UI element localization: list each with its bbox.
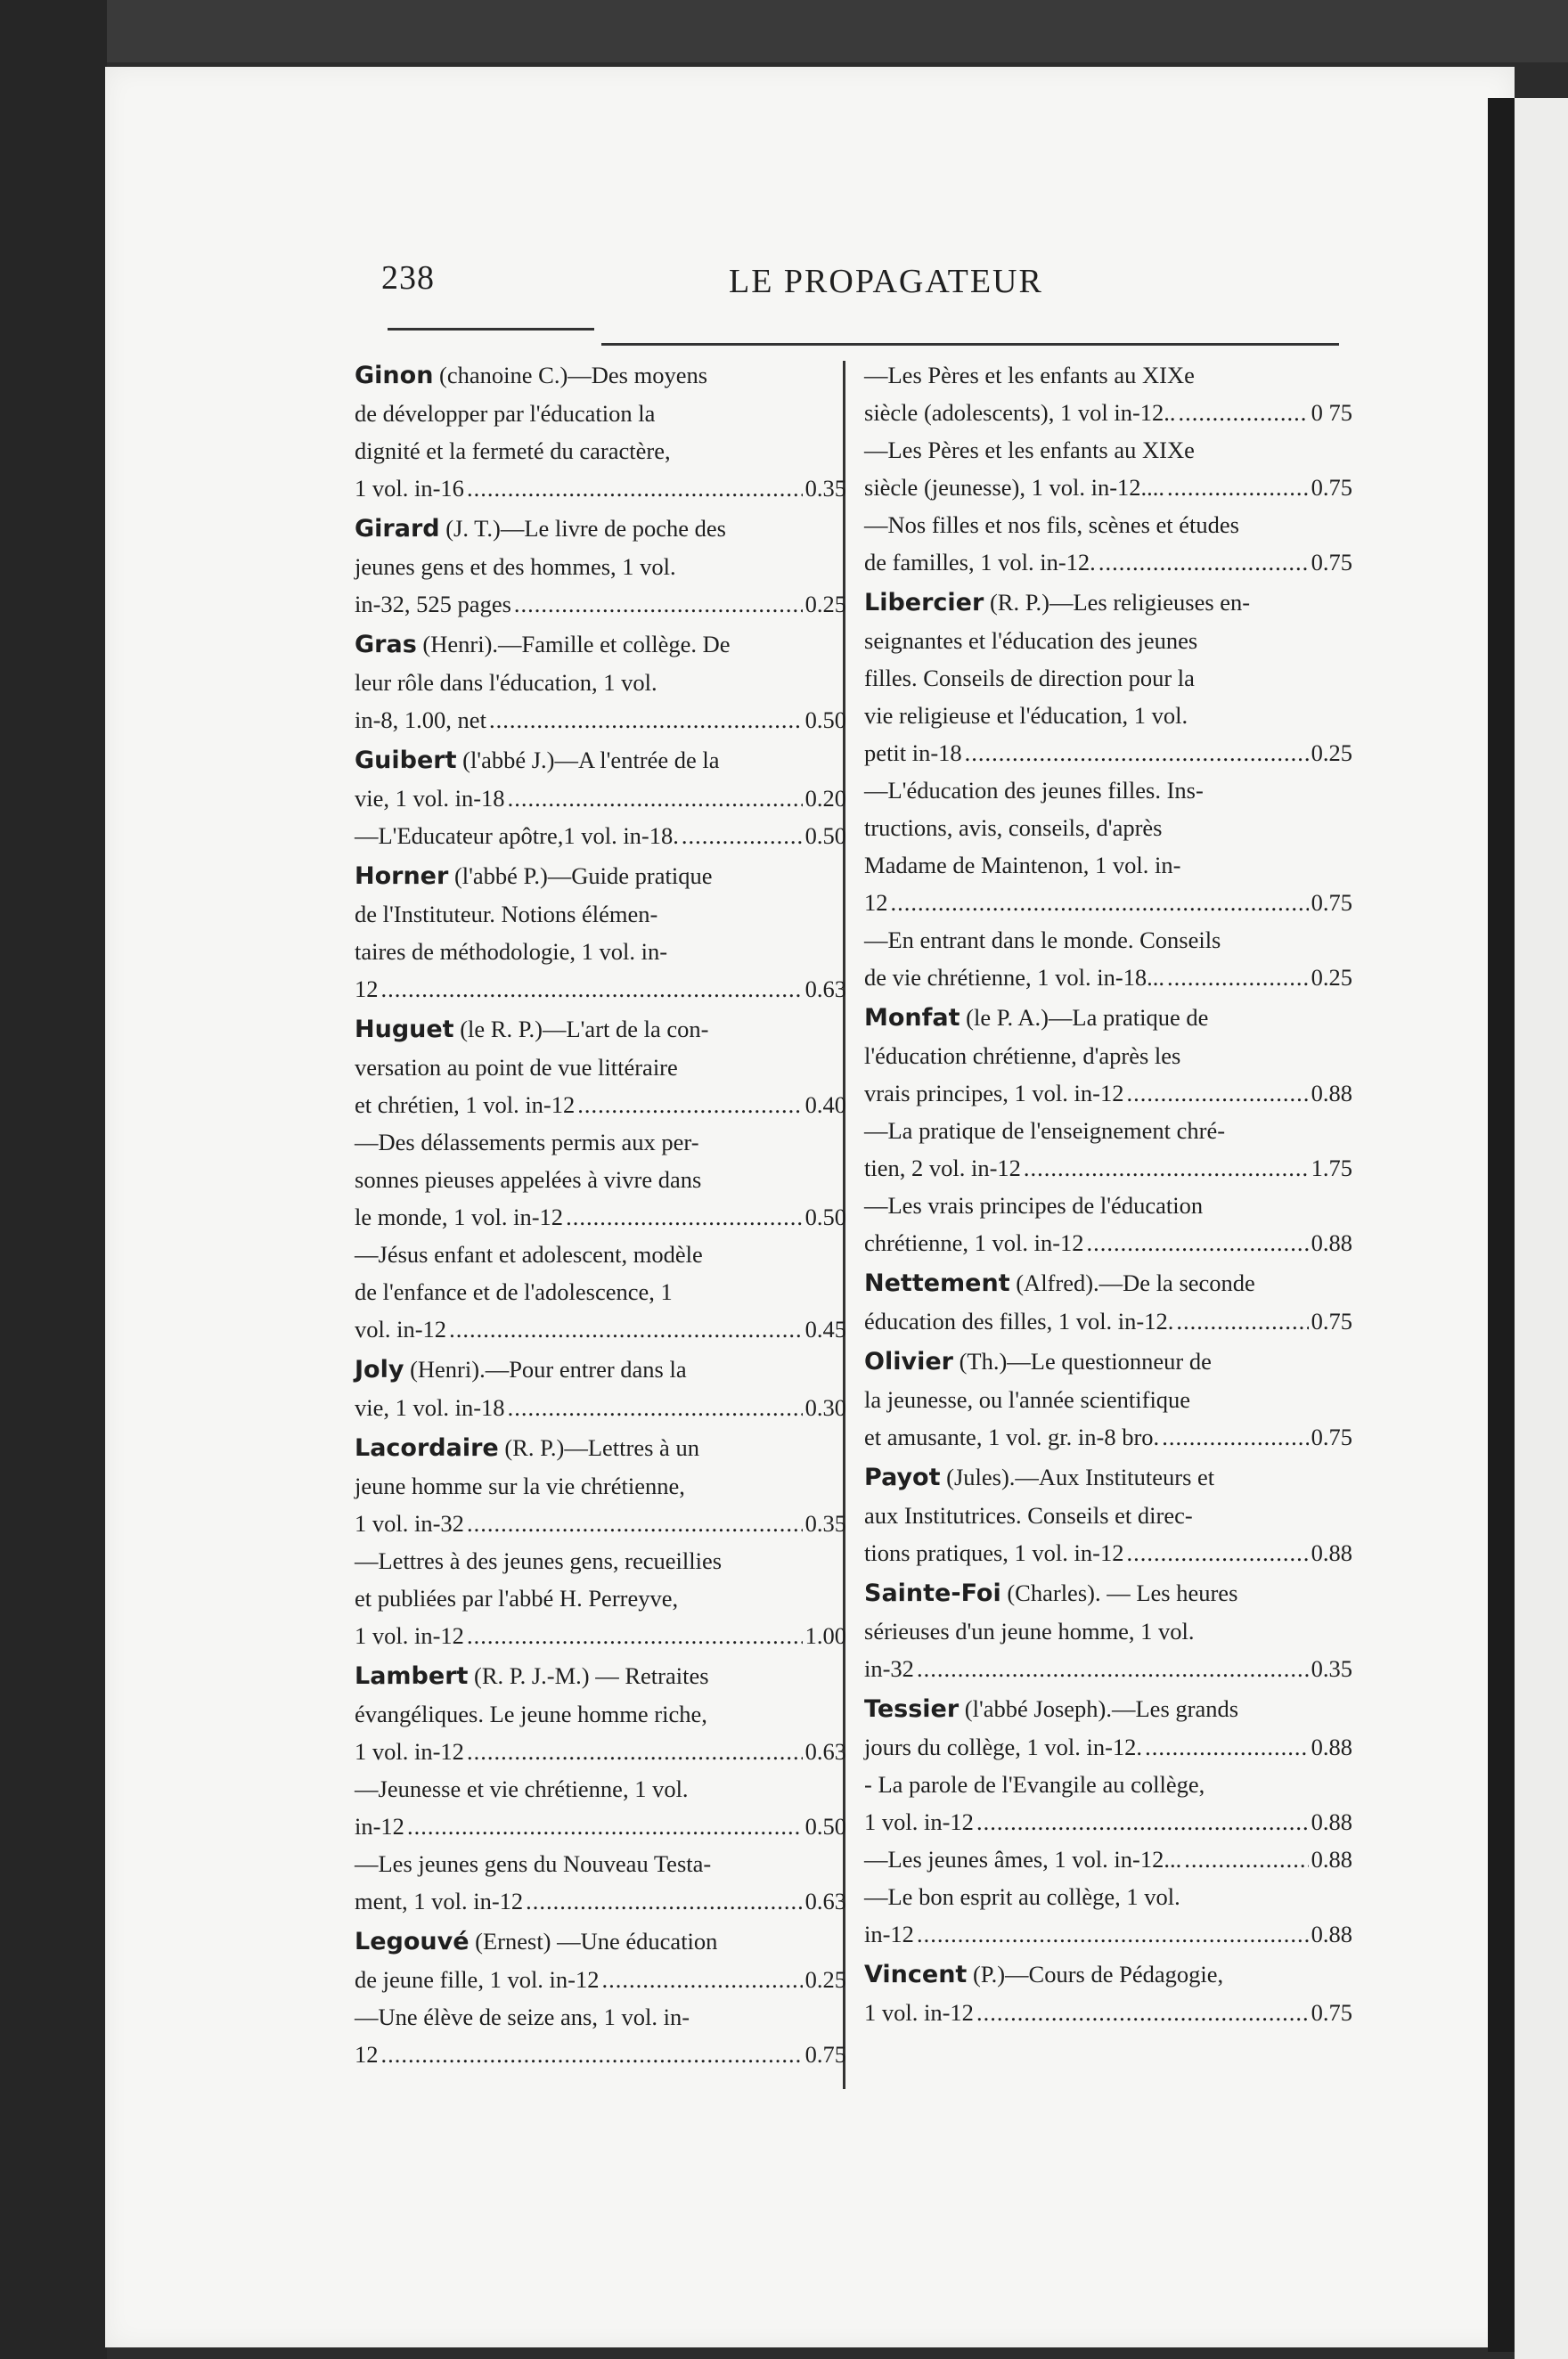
header-rule-left <box>388 328 594 331</box>
entry-final-line: de jeune fille, 1 vol. in-12 <box>355 1966 600 1993</box>
entry-final-line: —Les jeunes âmes, 1 vol. in-12... <box>864 1846 1182 1873</box>
entry-final-line: chrétienne, 1 vol. in-12 <box>864 1229 1084 1256</box>
entry-line <box>355 664 846 701</box>
entry-text: —Les Pères et les enfants au XIXe <box>864 362 1195 388</box>
entry-final-line: vie, 1 vol. in-18 <box>355 785 505 812</box>
facing-page-edge <box>1488 98 1515 2352</box>
author-name: Girard <box>355 515 440 543</box>
entry-line <box>864 1612 1352 1650</box>
dot-leader <box>526 1882 802 1920</box>
price: 0.50 <box>804 1204 846 1230</box>
entry-text: seignantes et l'éducation des jeunes <box>864 627 1198 654</box>
dot-leader <box>508 780 803 817</box>
entry-line: sonnes pieuses appelées à vivre dans <box>355 1166 702 1193</box>
bibliography-entry <box>355 1922 846 2073</box>
author-name: Huguet <box>355 1016 454 1043</box>
price: 0.63 <box>804 1738 846 1765</box>
dot-leader <box>1167 959 1309 996</box>
price: 0.88 <box>1311 1229 1352 1256</box>
author-name: Legouvé <box>355 1928 470 1955</box>
author-name: Monfat <box>864 1004 960 1032</box>
entry-line <box>355 741 846 780</box>
bibliography-entry <box>355 356 846 507</box>
entry-final-line: in-32 <box>864 1655 914 1682</box>
dot-leader <box>1098 543 1309 581</box>
additional-work <box>864 431 1352 506</box>
additional-work <box>355 1845 846 1920</box>
entry-text: dignité et la fermeté du caractère, <box>355 437 671 464</box>
entry-text: leur rôle dans l'éducation, 1 vol. <box>355 669 657 696</box>
entry-line <box>864 1037 1352 1074</box>
price-line <box>864 884 1352 921</box>
additional-work <box>864 1878 1352 1953</box>
page-title: LE PROPAGATEUR <box>729 263 1043 300</box>
price-line <box>864 1149 1352 1187</box>
entry-line: —La pratique de l'enseignement chré- <box>864 1117 1226 1144</box>
price-line <box>355 817 846 854</box>
additional-work <box>355 1236 846 1348</box>
price: 1.00 <box>804 1622 846 1649</box>
price-line <box>355 1882 846 1920</box>
entry-line <box>864 659 1352 697</box>
entry-final-line: 1 vol. in-32 <box>355 1510 464 1537</box>
dot-leader <box>449 1310 803 1348</box>
entry-text: versation au point de vue littéraire <box>355 1054 678 1081</box>
entry-text: (R. P. J.-M.) — Retraites <box>474 1662 709 1689</box>
price: 0.35 <box>804 475 846 502</box>
price-line <box>864 1803 1352 1841</box>
bibliography-entry <box>864 1343 1352 1456</box>
entry-final-line: 1 vol. in-12 <box>864 1808 974 1835</box>
price: 0.63 <box>804 975 846 1002</box>
price: 0.45 <box>804 1316 846 1343</box>
author-name: Payot <box>864 1464 941 1491</box>
price-line <box>355 1505 846 1542</box>
additional-work <box>355 1542 846 1654</box>
scan-background-top <box>0 0 1568 62</box>
entry-line <box>355 933 846 970</box>
entry-line <box>355 548 846 585</box>
bibliography-entry <box>864 1690 1352 1953</box>
price-line <box>864 1534 1352 1571</box>
dot-leader <box>381 2036 803 2073</box>
entry-final-line: 12 <box>355 975 379 1002</box>
price-line <box>355 1961 846 1998</box>
entry-line: —Jésus enfant et adolescent, modèle <box>355 1241 703 1268</box>
dot-leader <box>467 1617 803 1654</box>
price-line <box>864 1224 1352 1261</box>
entry-final-line: de familles, 1 vol. in-12. <box>864 549 1096 575</box>
entry-line: Madame de Maintenon, 1 vol. in- <box>864 852 1181 878</box>
entry-line: tructions, avis, conseils, d'après <box>864 814 1163 841</box>
price: 0.88 <box>1311 1734 1352 1760</box>
entry-line <box>355 1922 846 1961</box>
bibliography-entry <box>355 1429 846 1654</box>
price: 0.88 <box>1311 1921 1352 1947</box>
bibliography-entry <box>355 857 846 1008</box>
entry-final-line: in-12 <box>864 1921 914 1947</box>
price: 0.35 <box>1311 1655 1352 1682</box>
price-line <box>355 1198 846 1236</box>
entry-final-line: 1 vol. in-12 <box>355 1622 464 1649</box>
price-line <box>864 1418 1352 1456</box>
price-line <box>355 469 846 507</box>
entry-line <box>355 1695 846 1733</box>
entry-text: taires de méthodologie, 1 vol. in- <box>355 938 668 965</box>
price: 0.50 <box>804 822 846 849</box>
entry-text: (R. P.)—Les religieuses en- <box>989 589 1251 616</box>
entry-line <box>355 356 846 395</box>
entry-text: (le P. A.)—La pratique de <box>966 1004 1209 1031</box>
price: 0.75 <box>1311 474 1352 501</box>
entry-text: (J. T.)—Le livre de poche des <box>445 515 726 542</box>
entry-final-line: jours du collège, 1 vol. in-12. <box>864 1734 1143 1760</box>
entry-final-line: 1 vol. in-16 <box>355 475 464 502</box>
dot-leader <box>1024 1149 1309 1187</box>
entry-text: jeunes gens et des hommes, 1 vol. <box>355 553 676 580</box>
price: 0.75 <box>1311 1308 1352 1335</box>
dot-leader <box>917 1915 1309 1953</box>
entry-text: de l'Instituteur. Notions élémen- <box>355 901 658 927</box>
dot-leader <box>489 701 803 739</box>
header-rule-right <box>601 343 1339 346</box>
entry-final-line: siècle (adolescents), 1 vol in-12.. <box>864 399 1176 426</box>
dot-leader <box>1087 1224 1309 1261</box>
entry-final-line: et chrétien, 1 vol. in-12 <box>355 1091 576 1118</box>
entry-text: la jeunesse, ou l'année scientifique <box>864 1386 1191 1413</box>
entry-line <box>355 857 846 895</box>
author-name: Nettement <box>864 1269 1010 1297</box>
entry-line: —Nos filles et nos fils, scènes et études <box>864 511 1239 538</box>
entry-line: —Lettres à des jeunes gens, recueillies <box>355 1547 723 1574</box>
entry-final-line: siècle (jeunesse), 1 vol. in-12.... <box>864 474 1165 501</box>
dot-leader <box>467 1733 803 1770</box>
entry-text: (l'abbé Joseph).—Les grands <box>964 1695 1239 1722</box>
entry-line <box>864 584 1352 622</box>
entry-line <box>864 1381 1352 1418</box>
author-name: Sainte-Foi <box>864 1579 1001 1607</box>
entry-line <box>355 432 846 469</box>
entry-final-line: in-12 <box>355 1813 404 1840</box>
bibliography-entry <box>355 510 846 623</box>
dot-leader <box>682 817 803 854</box>
price: 0.40 <box>804 1091 846 1118</box>
dot-leader <box>891 884 1309 921</box>
entry-text: (Henri).—Pour entrer dans la <box>410 1356 687 1383</box>
price-line <box>864 1728 1352 1766</box>
entry-text: (l'abbé J.)—A l'entrée de la <box>462 747 720 773</box>
dot-leader <box>1184 1841 1308 1878</box>
entry-final-line: 1 vol. in-12 <box>864 1999 974 2026</box>
dot-leader <box>976 1803 1309 1841</box>
additional-work <box>864 921 1352 996</box>
entry-line <box>864 1264 1352 1302</box>
price: 0.88 <box>1311 1808 1352 1835</box>
entry-final-line: vie, 1 vol. in-18 <box>355 1394 505 1421</box>
entry-line <box>864 356 1352 394</box>
entry-text: (le R. P.)—L'art de la con- <box>460 1016 709 1042</box>
price-line <box>864 1650 1352 1687</box>
entry-line <box>355 625 846 664</box>
entry-line <box>355 1049 846 1086</box>
price: 0.30 <box>804 1394 846 1421</box>
price-line <box>864 959 1352 996</box>
price: 1.75 <box>1311 1155 1352 1181</box>
dot-leader <box>467 469 803 507</box>
price-line <box>355 701 846 739</box>
entry-text: (l'abbé P.)—Guide pratique <box>453 862 713 889</box>
entry-final-line: —L'Educateur apôtre,1 vol. in-18. <box>355 822 679 849</box>
price: 0.35 <box>804 1510 846 1537</box>
bibliography-entry <box>864 1955 1352 2031</box>
entry-text: jeune homme sur la vie chrétienne, <box>355 1473 685 1499</box>
additional-work <box>864 506 1352 581</box>
entry-line <box>864 1458 1352 1497</box>
entry-line: et publiées par l'abbé H. Perreyve, <box>355 1585 679 1612</box>
additional-work <box>355 1770 846 1845</box>
bibliography-entry <box>864 999 1352 1261</box>
dot-leader <box>1176 1302 1308 1340</box>
entry-line <box>355 510 846 548</box>
price-line <box>864 1915 1352 1953</box>
entry-line: —En entrant dans le monde. Conseils <box>864 926 1221 953</box>
additional-work <box>864 1112 1352 1187</box>
dot-leader <box>514 585 803 623</box>
entry-text: (chanoine C.)—Des moyens <box>439 362 708 388</box>
dot-leader <box>381 970 803 1008</box>
price-line <box>355 1086 846 1123</box>
dot-leader <box>566 1198 803 1236</box>
entry-final-line: in-8, 1.00, net <box>355 706 486 733</box>
dot-leader <box>976 1994 1309 2031</box>
author-name: Lambert <box>355 1662 469 1690</box>
dot-leader <box>1145 1728 1309 1766</box>
entry-line <box>355 895 846 933</box>
entry-line <box>864 1955 1352 1994</box>
author-name: Libercier <box>864 589 984 616</box>
author-name: Horner <box>355 862 449 890</box>
right-column <box>864 356 1352 2031</box>
price-line <box>355 2036 846 2073</box>
price: 0.25 <box>804 1966 846 1993</box>
bibliography-entry <box>864 1574 1352 1687</box>
entry-line: —Le bon esprit au collège, 1 vol. <box>864 1883 1180 1910</box>
entry-final-line: in-32, 525 pages <box>355 591 511 617</box>
price-line <box>864 543 1352 581</box>
entry-line: —L'éducation des jeunes filles. Ins- <box>864 777 1204 804</box>
price-line <box>355 1808 846 1845</box>
entry-final-line: éducation des filles, 1 vol. in-12. <box>864 1308 1174 1335</box>
author-name: Olivier <box>864 1348 953 1375</box>
entry-final-line: de vie chrétienne, 1 vol. in-18... <box>864 964 1165 991</box>
bibliography-entry <box>864 356 1352 581</box>
additional-work <box>864 1187 1352 1261</box>
bibliography-entry <box>355 1351 846 1426</box>
entry-line <box>355 1467 846 1505</box>
price: 0.75 <box>1311 1999 1352 2026</box>
price-line <box>864 469 1352 506</box>
entry-text: (Jules).—Aux Instituteurs et <box>946 1464 1215 1490</box>
entry-line <box>864 1690 1352 1728</box>
entry-text: vie religieuse et l'éducation, 1 vol. <box>864 702 1188 729</box>
facing-page <box>1515 98 1568 2359</box>
bibliography-entry <box>355 1657 846 1920</box>
entry-final-line: 12 <box>864 889 888 916</box>
price-line <box>864 394 1352 431</box>
entry-text: (Th.)—Le questionneur de <box>959 1348 1212 1375</box>
entry-final-line: tions pratiques, 1 vol. in-12 <box>864 1539 1124 1566</box>
price-line <box>864 1994 1352 2031</box>
price: 0.25 <box>1311 964 1352 991</box>
entry-line <box>355 1351 846 1389</box>
entry-line: —Les vrais principes de l'éducation <box>864 1192 1204 1219</box>
entry-line <box>864 1497 1352 1534</box>
price-line <box>355 1310 846 1348</box>
author-name: Joly <box>355 1356 404 1384</box>
dot-leader <box>1167 469 1309 506</box>
scan-background-left <box>0 0 107 2359</box>
running-head <box>381 258 1343 312</box>
price: 0.75 <box>1311 1424 1352 1450</box>
price-line <box>355 1733 846 1770</box>
bibliography-entry <box>355 1010 846 1348</box>
entry-line <box>355 395 846 432</box>
price-line <box>864 1074 1352 1112</box>
entry-final-line: le monde, 1 vol. in-12 <box>355 1204 564 1230</box>
price-line <box>355 780 846 817</box>
entry-line: —Les Pères et les enfants au XIXe <box>864 437 1195 463</box>
entry-final-line: et amusante, 1 vol. gr. in-8 bro. <box>864 1424 1160 1450</box>
entry-final-line: tien, 2 vol. in-12 <box>864 1155 1021 1181</box>
entry-text: (Alfred).—De la seconde <box>1016 1269 1255 1296</box>
author-name: Tessier <box>864 1695 960 1723</box>
entry-line <box>864 622 1352 659</box>
price: 0.75 <box>804 2041 846 2068</box>
author-name: Ginon <box>355 362 434 389</box>
price: 0.20 <box>804 785 846 812</box>
price: 0.25 <box>1311 739 1352 766</box>
entry-final-line: vol. in-12 <box>355 1316 447 1343</box>
additional-work <box>355 817 846 854</box>
price: 0.50 <box>804 1813 846 1840</box>
entry-text: l'éducation chrétienne, d'après les <box>864 1042 1181 1069</box>
price-line <box>355 1389 846 1426</box>
bibliography-entry <box>355 741 846 854</box>
price: 0.50 <box>804 706 846 733</box>
entry-final-line: ment, 1 vol. in-12 <box>355 1888 524 1914</box>
entry-line: —Les jeunes gens du Nouveau Testa- <box>355 1850 712 1877</box>
additional-work <box>355 1998 846 2073</box>
entry-line: de l'enfance et de l'adolescence, 1 <box>355 1278 673 1305</box>
dot-leader <box>1179 394 1309 431</box>
dot-leader <box>1162 1418 1308 1456</box>
left-column <box>355 356 846 2073</box>
dot-leader <box>965 734 1309 771</box>
entry-text: (Ernest) —Une éducation <box>475 1928 718 1955</box>
entry-final-line: 12 <box>355 2041 379 2068</box>
price-line <box>355 585 846 623</box>
price-line <box>864 1302 1352 1340</box>
author-name: Guibert <box>355 747 457 774</box>
dot-leader <box>577 1086 802 1123</box>
price: 0.75 <box>1311 549 1352 575</box>
additional-work <box>864 771 1352 921</box>
dot-leader <box>1126 1074 1308 1112</box>
entry-text: (Henri).—Famille et collège. De <box>422 631 731 657</box>
entry-text: (Charles). — Les heures <box>1007 1579 1238 1606</box>
price-line <box>355 970 846 1008</box>
additional-work <box>864 1841 1352 1878</box>
price-line <box>355 1617 846 1654</box>
price-line <box>864 734 1352 771</box>
entry-line <box>864 1574 1352 1612</box>
entry-line <box>864 999 1352 1037</box>
price: 0.88 <box>1311 1080 1352 1106</box>
additional-work <box>355 1123 846 1236</box>
author-name: Vincent <box>864 1961 968 1988</box>
bibliography-entry <box>864 1264 1352 1340</box>
dot-leader <box>407 1808 803 1845</box>
entry-text: évangéliques. Le jeune homme riche, <box>355 1701 707 1727</box>
entry-text: filles. Conseils de direction pour la <box>864 665 1195 691</box>
price: 0.88 <box>1311 1846 1352 1873</box>
author-name: Gras <box>355 631 417 658</box>
dot-leader <box>1126 1534 1308 1571</box>
entry-text: (R. P.)—Lettres à un <box>504 1434 699 1461</box>
entry-text: aux Institutrices. Conseils et direc- <box>864 1502 1193 1529</box>
price: 0.88 <box>1311 1539 1352 1566</box>
dot-leader <box>602 1961 803 1998</box>
entry-line <box>864 697 1352 734</box>
entry-text: de développer par l'éducation la <box>355 400 656 427</box>
entry-line: —Jeunesse et vie chrétienne, 1 vol. <box>355 1775 689 1802</box>
bibliography-entry <box>355 625 846 739</box>
bibliography-entry <box>864 1458 1352 1571</box>
price: 0 75 <box>1311 399 1352 426</box>
dot-leader <box>467 1505 803 1542</box>
page-number: 238 <box>381 259 435 297</box>
entry-final-line: 1 vol. in-12 <box>355 1738 464 1765</box>
price: 0.25 <box>804 591 846 617</box>
entry-text: sérieuses d'un jeune homme, 1 vol. <box>864 1618 1195 1645</box>
bibliography-entry <box>864 584 1352 996</box>
entry-line <box>355 1429 846 1467</box>
entry-line: —Des délassements permis aux per- <box>355 1129 699 1155</box>
price: 0.63 <box>804 1888 846 1914</box>
entry-final-line: petit in-18 <box>864 739 962 766</box>
entry-line <box>355 1657 846 1695</box>
dot-leader <box>508 1389 803 1426</box>
price-line <box>864 1841 1352 1878</box>
entry-text: (P.)—Cours de Pédagogie, <box>972 1961 1224 1988</box>
entry-line: - La parole de l'Evangile au collège, <box>864 1771 1205 1798</box>
additional-work <box>864 1766 1352 1841</box>
entry-line <box>355 1010 846 1049</box>
entry-line <box>864 1343 1352 1381</box>
entry-final-line: vrais principes, 1 vol. in-12 <box>864 1080 1124 1106</box>
entry-line: —Une élève de seize ans, 1 vol. in- <box>355 2004 690 2030</box>
price: 0.75 <box>1311 889 1352 916</box>
author-name: Lacordaire <box>355 1434 499 1462</box>
dot-leader <box>917 1650 1309 1687</box>
